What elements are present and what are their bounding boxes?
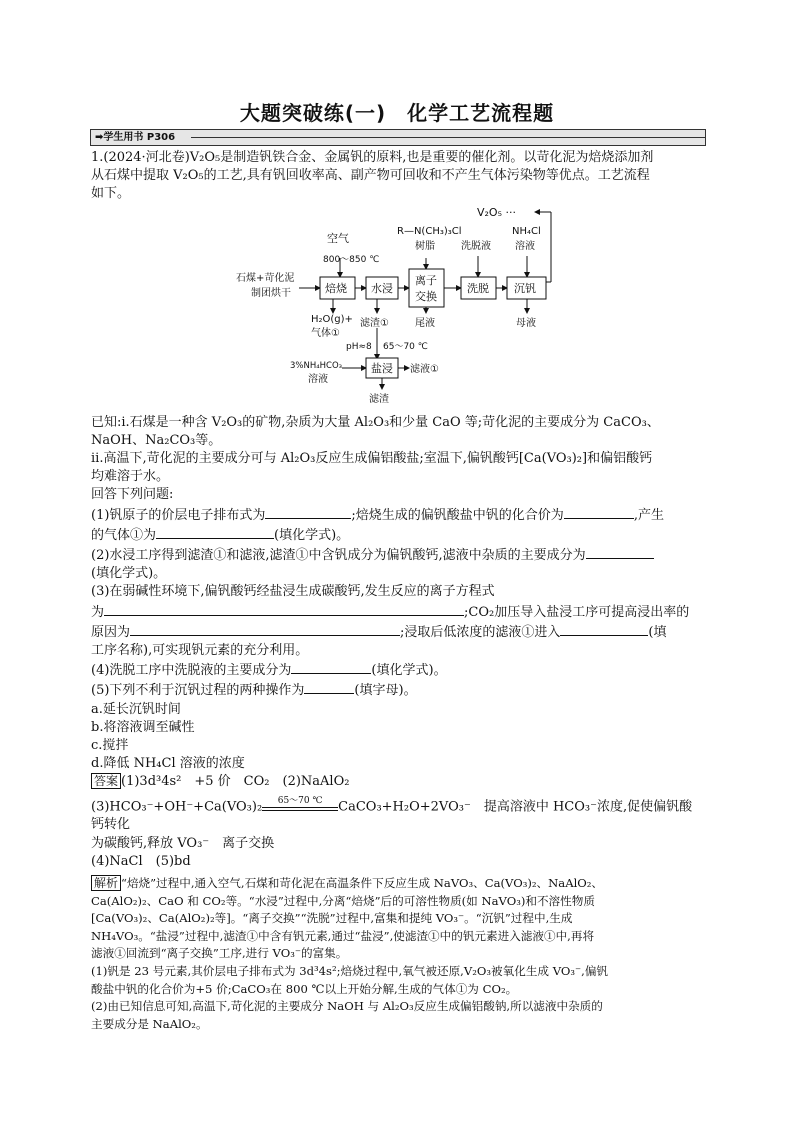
flow-resin-label: R—N(CH₃)₃Cl — [397, 225, 462, 237]
flow-box-ion-exchange: 离子 — [415, 273, 437, 287]
option-a: a.延长沉钒时间 — [91, 701, 181, 717]
answer-blank — [104, 602, 464, 616]
answer-blank — [156, 525, 274, 539]
flow-mother-label: 母液 — [516, 317, 536, 329]
flow-reagent-label: 溶液 — [308, 373, 328, 385]
flow-box-salt-leach: 盐浸 — [371, 361, 393, 375]
answer-blank — [586, 545, 654, 559]
known-info-line: NaOH、Na₂CO₃等。 — [91, 432, 222, 448]
explanation-line: NH₄VO₃。“盐浸”过程中,滤渣①中含有钒元素,通过“盐浸”,使滤渣①中的钒元素进入滤液①中,再将 — [91, 928, 595, 943]
flow-box-water-leach: 水浸 — [371, 281, 393, 295]
flow-box-precipitation: 沉钒 — [514, 281, 536, 295]
explanation-line: [Ca(VO₃)₂、Ca(AlO₂)₂等]。“离子交换”“洗脱”过程中,富集和提纯 VO₃⁻。“沉钒”过程中,生成 — [91, 911, 573, 926]
explanation-line: (1)钒是 23 号元素,其价层电子排布式为 3d³4s²;焙烧过程中,氧气被还原,V₂O₃被氧化生成 VO₃⁻,偏钒 — [91, 963, 609, 978]
flow-box-roast: 焙烧 — [325, 281, 347, 295]
answer-blank — [130, 622, 400, 636]
instruction-line: 回答下列问题: — [91, 487, 174, 503]
answer-blank — [560, 622, 648, 636]
flow-nh4cl-label: NH₄Cl — [512, 225, 541, 237]
explanation-line: (2)由已知信息可知,高温下,苛化泥的主要成分 NaOH 与 Al₂O₃反应生成偏铝酸钠,所以滤液中杂质的 — [91, 999, 603, 1014]
flow-temp-label: 800～850 ℃ — [323, 254, 380, 265]
reaction-condition-arrow: 65～70 ℃ — [262, 798, 338, 816]
flow-tail-label: 尾液 — [415, 317, 435, 329]
answer-badge: 答案 — [91, 773, 121, 789]
flow-feed-label: 制团烘干 — [251, 287, 291, 299]
flow-box-ion-exchange: 交换 — [415, 289, 437, 303]
explanation-badge: 解析 — [91, 875, 121, 891]
page-title: 大题突破练(一) 化学工艺流程题 — [239, 101, 555, 125]
option-d: d.降低 NH₄Cl 溶液的浓度 — [91, 756, 245, 772]
flow-eluent-label: 洗脱液 — [461, 240, 491, 252]
answer-blank — [265, 505, 351, 519]
flow-ph-label: pH≈8 — [346, 341, 372, 352]
answer-line-3-cont: 为碳酸钙,释放 VO₃⁻ 离子交换 — [91, 835, 275, 851]
flow-feed-label: 石煤+苛化泥 — [236, 272, 295, 284]
question-2: (2)水浸工序得到滤渣①和滤液,滤渣①中含钒成分为偏钒酸钙,滤液中杂质的主要成分为 — [91, 545, 703, 565]
option-b: b.将溶液调至碱性 — [91, 719, 195, 735]
explanation-block: 解析 “焙烧”过程中,通入空气,石煤和苛化泥在高温条件下反应生成 NaVO₃、Ca(VO₃)₂、NaAlO₂、 Ca(AlO₂)₂、CaO 和 CO₂等。“水浸”过程中,分离“焙烧”后的可溶性物质(如 NaVO₃)和不溶性物质 [Ca(VO₃)₂、Ca(AlO₂)₂等]。“离子交换”“洗脱”过程中,富集和提纯 VO₃⁻。“沉钒”过程中,生成 NH₄VO₃。“盐浸”过程中,滤渣①中含有钒元素,通过“盐浸”,使滤渣①中的钒元素进入滤液①中,再将 滤液①回流到“离子交换”工序,进行 VO₃⁻的富集。 (1)钒是 23 号元素,其价层电子排布式为 3d³4s²;焙烧过程中,氧气被还原,V₂O₃被氧化生成 VO₃⁻,偏钒 酸盐中钒的化合价为+5 价;CaCO₃在 800 ℃以上开始分解,生成的气体①为 CO₂。 (2)由已知信息可知,高温下,苛化泥的主要成分 NaOH 与 Al₂O₃反应生成偏铝酸钠,所以滤液中杂质的 主要成分是 NaAlO₂。 — [91, 875, 703, 1033]
explanation-line: 主要成分是 NaAlO₂。 — [91, 1016, 208, 1031]
question-intro-line: 1.(2024·河北卷)V₂O₅是制造钒铁合金、金属钒的原料,也是重要的催化剂。以苛化泥为焙烧添加剂 — [91, 150, 654, 165]
question-4: (4)洗脱工序中洗脱液的主要成分为 (填化学式)。 — [91, 660, 703, 680]
question-1: (1)钒原子的价层电子排布式为 ;焙烧生成的偏钒酸盐中钒的化合价为 ,产生 — [91, 505, 703, 525]
question-3-cont: 原因为 ;浸取后低浓度的滤液①进入 (填 — [91, 622, 703, 642]
known-info-line: ⅱ.高温下,苛化泥的主要成分可与 Al₂O₃反应生成偏铝酸盐;室温下,偏钒酸钙[Ca(VO₃)₂]和偏铝酸钙 — [91, 451, 653, 467]
flow-air-label: 空气 — [327, 231, 349, 245]
answer-line-4: (4)NaCl (5)bd — [91, 853, 191, 869]
explanation-line: Ca(AlO₂)₂、CaO 和 CO₂等。“水浸”过程中,分离“焙烧”后的可溶性物质(如 NaVO₃)和不溶性物质 — [91, 893, 595, 908]
question-5: (5)下列不利于沉钒过程的两种操作为 (填字母)。 — [91, 680, 703, 700]
flow-gas-label: 气体① — [311, 327, 340, 339]
section-tag-bar — [90, 129, 706, 146]
answer-line-1: 答案 (1)3d³4s² +5 价 CO₂ (2)NaAlO₂ — [91, 773, 703, 791]
known-info-line: 均难溶于水。 — [91, 469, 170, 485]
question-3-cont: 为 ;CO₂加压导入盐浸工序可提高浸出率的 — [91, 602, 703, 622]
flow-resin-label: 树脂 — [415, 240, 435, 252]
flow-box-elution: 洗脱 — [467, 281, 489, 295]
question-3: (3)在弱碱性环境下,偏钒酸钙经盐浸生成碳酸钙,发生反应的离子方程式 — [91, 584, 495, 600]
explanation-line: 酸盐中钒的化合价为+5 价;CaCO₃在 800 ℃以上开始分解,生成的气体①为 CO₂。 — [91, 981, 518, 996]
answer-blank — [304, 680, 354, 694]
flow-nh4cl-label: 溶液 — [515, 240, 535, 252]
flow-v2o5-label: V₂O₅ ··· — [477, 205, 516, 219]
tag-divider — [191, 137, 705, 138]
question-intro-line: 如下。 — [91, 186, 131, 202]
flow-temp2-label: 65～70 ℃ — [383, 341, 428, 352]
answer-blank — [564, 505, 634, 519]
flow-gas-label: H₂O(g)+ — [311, 313, 353, 325]
explanation-line: 滤液①回流到“离子交换”工序,进行 VO₃⁻的富集。 — [91, 946, 348, 961]
flow-filtrate1-label: 滤液① — [410, 363, 439, 375]
question-intro-line: 从石煤中提取 V₂O₅的工艺,具有钒回收率高、副产物可回收和不产生气体污染物等优点。工艺流程 — [91, 168, 650, 184]
question-1-cont: 的气体①为 (填化学式)。 — [91, 525, 703, 545]
known-info-line: 已知:ⅰ.石煤是一种含 V₂O₃的矿物,杂质为大量 Al₂O₃和少量 CaO 等;苛化泥的主要成分为 CaCO₃、 — [91, 414, 660, 430]
flow-reagent-label: 3%NH₄HCO₃ — [290, 360, 343, 371]
flow-residue1-label: 滤渣① — [360, 317, 389, 329]
flow-residue-label: 滤渣 — [369, 393, 389, 405]
question-body — [91, 149, 703, 1033]
option-c: c.搅拌 — [91, 738, 129, 754]
student-book-tag: ➡学生用书 P306 — [95, 132, 176, 143]
question-3-cont: 工序名称),可实现钒元素的充分利用。 — [91, 643, 309, 659]
question-2-cont: (填化学式)。 — [91, 566, 167, 582]
process-flow-diagram — [91, 206, 703, 414]
answer-line-3: (3)HCO₃⁻+OH⁻+Ca(VO₃)₂ 65～70 ℃ CaCO₃+H₂O+2VO₃⁻ 提高溶液中 HCO₃⁻浓度,促使偏钒酸钙转化 — [91, 795, 693, 833]
answer-blank — [291, 660, 371, 674]
